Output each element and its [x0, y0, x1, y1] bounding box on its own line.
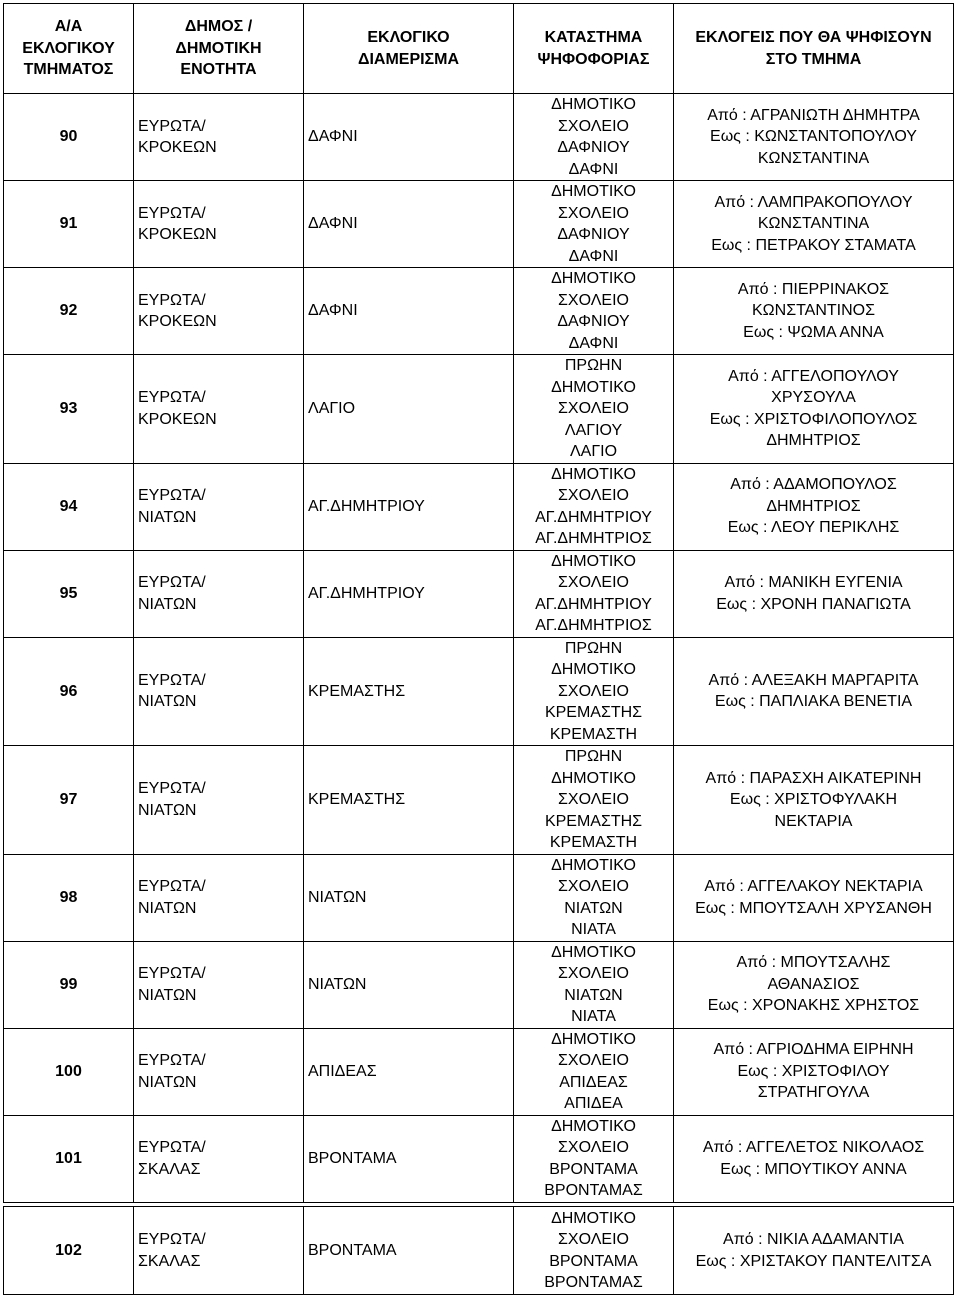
municipal-unit	[134, 941, 304, 1028]
polling-station	[514, 1207, 674, 1295]
table-row	[4, 463, 954, 550]
cell-line: ΑΠΙΔΕΑΣ	[559, 1073, 628, 1091]
cell-line: ΛΑΓΙΟΥ	[564, 421, 623, 439]
voters-range	[674, 1207, 954, 1295]
cell-line: ΔΑΦΝΙ	[568, 334, 619, 352]
cell-line: ΚΡΟΚΕΩΝ	[138, 313, 217, 330]
cell-line: ΝΙΑΤΩΝ	[138, 595, 197, 613]
header-store	[514, 4, 674, 94]
section-number: 93	[4, 355, 134, 464]
electoral-district: ΝΙΑΤΩΝ	[304, 854, 514, 941]
cell-line: ΔΑΦΝΙ	[568, 247, 619, 265]
cell-line: ΣΧΟΛΕΙΟ	[558, 965, 629, 982]
cell-line: ΕΥΡΩΤΑ/	[138, 574, 206, 591]
cell-line: ΣΧΟΛΕΙΟ	[558, 291, 629, 309]
section-number: 100	[4, 1028, 134, 1115]
polling-station	[514, 941, 674, 1028]
cell-line: ΕΝΟΤΗΤΑ	[180, 61, 257, 79]
cell-line: Από : ΑΓΡΑΝΙΩΤΗ ΔΗΜΗΤΡΑ	[707, 106, 920, 124]
voters-range	[674, 746, 954, 855]
table-row	[4, 268, 954, 355]
municipal-unit	[134, 550, 304, 637]
cell-line: ΚΡΟΚΕΩΝ	[138, 139, 217, 156]
voters-range	[674, 268, 954, 355]
section-number: 94	[4, 463, 134, 550]
section-number: 102	[4, 1207, 134, 1295]
cell-line: ΚΡΕΜΑΣΤΗ	[549, 725, 638, 743]
section-number: 101	[4, 1115, 134, 1202]
electoral-district: ΝΙΑΤΩΝ	[304, 941, 514, 1028]
cell-line: ΔΗΜΟΤΙΚΟ	[551, 661, 636, 678]
cell-line: ΔΙΑΜΕΡΙΣΜΑ	[357, 50, 460, 68]
cell-line: Από : ΑΓΓΕΛΑΚΟΥ ΝΕΚΤΑΡΙΑ	[704, 878, 923, 895]
cell-line: ΣΧΟΛΕΙΟ	[558, 204, 629, 222]
table-row	[4, 854, 954, 941]
cell-line: ΕΚΛΟΓΙΚΟ	[367, 29, 450, 46]
cell-line: ΔΗΜΟΤΙΚΗ	[175, 39, 262, 57]
municipal-unit	[134, 355, 304, 464]
cell-line: Εως : ΜΠΟΥΤΣΑΛΗ ΧΡΥΣΑΝΘΗ	[695, 899, 932, 917]
cell-line: ΚΑΤΑΣΤΗΜΑ	[544, 29, 643, 46]
electoral-district: ΑΠΙΔΕΑΣ	[304, 1028, 514, 1115]
cell-line: Από : ΑΔΑΜΟΠΟΥΛΟΣ	[730, 476, 897, 494]
cell-line: Από : ΑΛΕΞΑΚΗ ΜΑΡΓΑΡΙΤΑ	[708, 671, 919, 689]
cell-line: ΣΧΟΛΕΙΟ	[558, 878, 629, 895]
cell-line: ΔΗΜΟΤΙΚΟ	[551, 1117, 636, 1135]
section-number: 91	[4, 181, 134, 268]
cell-line: ΒΡΟΝΤΑΜΑΣ	[544, 1274, 643, 1291]
electoral-district: ΑΓ.ΔΗΜΗΤΡΙΟΥ	[304, 463, 514, 550]
voters-range	[674, 355, 954, 464]
cell-line: Εως : ΜΠΟΥΤΙΚΟΥ ΑΝΝΑ	[720, 1160, 907, 1178]
polling-station	[514, 94, 674, 181]
cell-line: ΔΗΜΟΤΙΚΟ	[551, 378, 636, 396]
cell-line: ΑΓ.ΔΗΜΗΤΡΙΟΣ	[535, 617, 652, 634]
cell-line: ΝΙΑΤΩΝ	[138, 801, 197, 819]
cell-line: ΑΓ.ΔΗΜΗΤΡΙΟΥ	[535, 508, 652, 526]
cell-line: Από : ΠΑΡΑΣΧΗ ΑΙΚΑΤΕΡΙΝΗ	[705, 769, 922, 787]
cell-line: ΕΥΡΩΤΑ/	[138, 291, 206, 309]
voters-range	[674, 1115, 954, 1202]
cell-line: ΣΧΟΛΕΙΟ	[558, 117, 629, 135]
header-unit	[134, 4, 304, 94]
cell-line: ΛΑΓΙΟ	[569, 443, 618, 460]
table-row	[4, 1207, 954, 1295]
cell-line: ΣΚΑΛΑΣ	[138, 1160, 201, 1178]
cell-line: Από : ΠΙΕΡΡΙΝΑΚΟΣ	[737, 280, 890, 298]
cell-line: ΚΩΝΣΤΑΝΤΙΝΑ	[757, 215, 870, 233]
polling-sections-table	[3, 3, 954, 1203]
electoral-district: ΔΑΦΝΙ	[304, 94, 514, 181]
cell-line: Από : ΑΓΓΕΛΕΤΟΣ ΝΙΚΟΛΑΟΣ	[702, 1139, 925, 1156]
cell-line: Εως : ΧΡΙΣΤΟΦΙΛΟΥ	[737, 1062, 890, 1080]
electoral-district: ΔΑΦΝΙ	[304, 181, 514, 268]
cell-line: ΣΧΟΛΕΙΟ	[558, 574, 629, 591]
cell-line: Εως : ΧΡΙΣΤΑΚΟΥ ΠΑΝΤΕΛΙΤΣΑ	[695, 1252, 932, 1270]
cell-line: Εως : ΠΕΤΡΑΚΟΥ ΣΤΑΜΑΤΑ	[711, 236, 916, 254]
cell-line: ΕΥΡΩΤΑ/	[138, 487, 206, 504]
municipal-unit	[134, 637, 304, 746]
cell-line: ΕΥΡΩΤΑ/	[138, 1052, 206, 1069]
cell-line: ΒΡΟΝΤΑΜΑ	[549, 1160, 638, 1178]
voters-range	[674, 854, 954, 941]
cell-line: ΔΑΦΝΙΟΥ	[557, 226, 630, 243]
section-number: 99	[4, 941, 134, 1028]
cell-line: Εως : ΧΡΙΣΤΟΦΥΛΑΚΗ	[729, 791, 898, 808]
cell-line: ΒΡΟΝΤΑΜΑΣ	[544, 1182, 643, 1199]
cell-line: ΣΤΡΑΤΗΓΟΥΛΑ	[757, 1084, 870, 1102]
polling-station	[514, 637, 674, 746]
cell-line: ΚΡΕΜΑΣΤΗΣ	[544, 812, 643, 830]
cell-line: ΣΧΟΛΕΙΟ	[558, 791, 629, 808]
municipal-unit	[134, 1028, 304, 1115]
header-voters	[674, 4, 954, 94]
municipal-unit	[134, 463, 304, 550]
header-number	[4, 4, 134, 94]
cell-line: ΔΗΜΟΤΙΚΟ	[551, 1030, 636, 1048]
cell-line: ΔΗΜΟΤΙΚΟ	[551, 465, 636, 483]
cell-line: ΚΡΕΜΑΣΤΗΣ	[544, 704, 643, 721]
table-row	[4, 746, 954, 855]
cell-line: Εως : ΧΡΙΣΤΟΦΙΛΟΠΟΥΛΟΣ	[709, 410, 918, 428]
cell-line: ΝΙΑΤΑ	[571, 1008, 616, 1025]
cell-line: Εως : ΠΑΠΛΙΑΚΑ ΒΕΝΕΤΙΑ	[714, 693, 913, 711]
cell-line: ΤΜΗΜΑΤΟΣ	[23, 61, 114, 79]
cell-line: ΕΥΡΩΤΑ/	[138, 1139, 206, 1156]
table-row	[4, 94, 954, 181]
cell-line: ΔΑΦΝΙΟΥ	[557, 139, 630, 156]
cell-line: ΠΡΩΗΝ	[564, 357, 623, 374]
table-row	[4, 941, 954, 1028]
polling-station	[514, 355, 674, 464]
municipal-unit	[134, 1207, 304, 1295]
cell-line: ΕΚΛΟΓΙΚΟΥ	[22, 39, 115, 57]
table-row	[4, 355, 954, 464]
cell-line: ΑΓ.ΔΗΜΗΤΡΙΟΥ	[535, 595, 652, 613]
municipal-unit	[134, 94, 304, 181]
cell-line: ΝΙΑΤΩΝ	[138, 508, 197, 526]
cell-line: ΔΗΜΟΤΙΚΟ	[551, 552, 636, 570]
cell-line: ΣΧΟΛΕΙΟ	[558, 1231, 629, 1248]
cell-line: ΚΡΟΚΕΩΝ	[138, 226, 217, 243]
cell-line: ΔΗΜΟΤΙΚΟ	[551, 856, 636, 874]
cell-line: ΝΕΚΤΑΡΙΑ	[774, 812, 853, 830]
section-number: 98	[4, 854, 134, 941]
polling-station	[514, 550, 674, 637]
cell-line: ΣΤΟ ΤΜΗΜΑ	[765, 50, 862, 68]
cell-line: Από : ΝΙΚΙΑ ΑΔΑΜΑΝΤΙΑ	[723, 1231, 904, 1248]
voters-range	[674, 637, 954, 746]
cell-line: Από : ΜΑΝΙΚΗ ΕΥΓΕΝΙΑ	[724, 574, 903, 591]
polling-station	[514, 181, 674, 268]
cell-line: ΔΗΜΟΤΙΚΟ	[551, 270, 636, 287]
cell-line: ΔΑΦΝΙΟΥ	[557, 313, 630, 330]
cell-line: ΝΙΑΤΩΝ	[138, 986, 197, 1004]
cell-line: Εως : ΧΡΟΝΗ ΠΑΝΑΓΙΩΤΑ	[716, 595, 911, 613]
polling-station	[514, 268, 674, 355]
cell-line: ΑΠΙΔΕΑ	[564, 1095, 623, 1112]
cell-line: Από : ΑΓΡΙΟΔΗΜΑ ΕΙΡΗΝΗ	[713, 1041, 914, 1059]
cell-line: ΕΥΡΩΤΑ/	[138, 878, 206, 895]
cell-line: ΣΚΑΛΑΣ	[138, 1252, 201, 1270]
cell-line: ΔΗΜΟΤΙΚΟ	[551, 96, 636, 113]
cell-line: ΣΧΟΛΕΙΟ	[558, 1052, 629, 1069]
polling-station	[514, 746, 674, 855]
cell-line: ΕΥΡΩΤΑ/	[138, 780, 206, 798]
cell-line: Εως : ΛΕΟΥ ΠΕΡΙΚΛΗΣ	[727, 519, 900, 537]
cell-line: ΚΡΕΜΑΣΤΗ	[549, 834, 638, 851]
cell-line: ΣΧΟΛΕΙΟ	[558, 487, 629, 504]
cell-line: ΕΥΡΩΤΑ/	[138, 117, 206, 135]
header-section	[304, 4, 514, 94]
cell-line: ΝΙΑΤΩΝ	[138, 1073, 197, 1091]
header-row	[4, 4, 954, 94]
cell-line: Από : ΑΓΓΕΛΟΠΟΥΛΟΥ	[728, 367, 899, 385]
electoral-district: ΒΡΟΝΤΑΜΑ	[304, 1115, 514, 1202]
cell-line: Εως : ΨΩΜΑ ΑΝΝΑ	[743, 323, 884, 341]
cell-line: ΝΙΑΤΩΝ	[138, 899, 197, 917]
section-number: 92	[4, 268, 134, 355]
cell-line: ΔΗΜΟΤΙΚΟ	[551, 183, 636, 200]
cell-line: ΔΗΜΟΣ /	[184, 18, 253, 36]
cell-line: ΑΘΑΝΑΣΙΟΣ	[767, 975, 860, 993]
polling-station	[514, 1028, 674, 1115]
cell-line: ΝΙΑΤΩΝ	[564, 899, 623, 917]
section-number: 96	[4, 637, 134, 746]
cell-line: ΣΧΟΛΕΙΟ	[558, 682, 629, 700]
municipal-unit	[134, 1115, 304, 1202]
municipal-unit	[134, 746, 304, 855]
cell-line: ΝΙΑΤΩΝ	[564, 986, 623, 1004]
cell-line: ΚΡΟΚΕΩΝ	[138, 410, 217, 428]
table-body	[4, 94, 954, 1203]
municipal-unit	[134, 854, 304, 941]
table-row	[4, 1028, 954, 1115]
cell-line: ΔΑΦΝΙ	[568, 160, 619, 178]
section-number: 95	[4, 550, 134, 637]
cell-line: ΔΗΜΟΤΙΚΟ	[551, 943, 636, 961]
table-row	[4, 181, 954, 268]
cell-line: ΕΥΡΩΤΑ/	[138, 1231, 206, 1248]
cell-line: Από : ΛΑΜΠΡΑΚΟΠΟΥΛΟΥ	[714, 193, 913, 211]
electoral-district: ΚΡΕΜΑΣΤΗΣ	[304, 637, 514, 746]
cell-line: ΔΗΜΟΤΙΚΟ	[551, 1209, 636, 1227]
cell-line: ΝΙΑΤΑ	[571, 921, 616, 938]
cell-line: ΕΥΡΩΤΑ/	[138, 671, 206, 689]
section-number: 97	[4, 746, 134, 855]
cell-line: ΕΥΡΩΤΑ/	[138, 204, 206, 222]
cell-line: Εως : ΧΡΟΝΑΚΗΣ ΧΡΗΣΤΟΣ	[707, 997, 920, 1015]
voters-range	[674, 181, 954, 268]
cell-line: ΔΗΜΗΤΡΙΟΣ	[766, 432, 861, 450]
cell-line: ΔΗΜΟΤΙΚΟ	[551, 769, 636, 787]
electoral-district: ΑΓ.ΔΗΜΗΤΡΙΟΥ	[304, 550, 514, 637]
voters-range	[674, 550, 954, 637]
polling-station	[514, 854, 674, 941]
electoral-district: ΛΑΓΙΟ	[304, 355, 514, 464]
table-row	[4, 550, 954, 637]
voters-range	[674, 1028, 954, 1115]
cell-line: Α/Α	[54, 18, 83, 36]
cell-line: Εως : ΚΩΝΣΤΑΝΤΟΠΟΥΛΟΥ	[710, 128, 917, 146]
cell-line: ΚΩΝΣΤΑΝΤΙΝΑ	[757, 149, 870, 167]
cell-line: ΕΚΛΟΓΕΙΣ ΠΟΥ ΘΑ ΨΗΦΙΣΟΥΝ	[695, 29, 932, 46]
cell-line: ΣΧΟΛΕΙΟ	[558, 1139, 629, 1156]
polling-station	[514, 463, 674, 550]
voters-range	[674, 941, 954, 1028]
cell-line: ΑΓ.ΔΗΜΗΤΡΙΟΣ	[535, 530, 652, 547]
cell-line: ΚΩΝΣΤΑΝΤΙΝΟΣ	[752, 302, 875, 320]
cell-line: ΧΡΥΣΟΥΛΑ	[771, 389, 856, 407]
municipal-unit	[134, 181, 304, 268]
voters-range	[674, 463, 954, 550]
table-body-continued	[4, 1207, 954, 1295]
cell-line: ΒΡΟΝΤΑΜΑ	[549, 1252, 638, 1270]
municipal-unit	[134, 268, 304, 355]
cell-line: ΠΡΩΗΝ	[564, 639, 623, 657]
cell-line: ΕΥΡΩΤΑ/	[138, 389, 206, 407]
section-number: 90	[4, 94, 134, 181]
cell-line: ΨΗΦΟΦΟΡΙΑΣ	[537, 50, 650, 68]
cell-line: ΣΧΟΛΕΙΟ	[558, 400, 629, 417]
cell-line: ΔΗΜΗΤΡΙΟΣ	[766, 497, 861, 515]
table-row	[4, 637, 954, 746]
table-row	[4, 1115, 954, 1202]
polling-station	[514, 1115, 674, 1202]
polling-sections-table-continued	[3, 1206, 954, 1295]
cell-line: ΕΥΡΩΤΑ/	[138, 965, 206, 982]
electoral-district: ΚΡΕΜΑΣΤΗΣ	[304, 746, 514, 855]
electoral-district: ΒΡΟΝΤΑΜΑ	[304, 1207, 514, 1295]
cell-line: ΝΙΑΤΩΝ	[138, 693, 197, 711]
electoral-district: ΔΑΦΝΙ	[304, 268, 514, 355]
voters-range	[674, 94, 954, 181]
cell-line: ΠΡΩΗΝ	[564, 748, 623, 765]
cell-line: Από : ΜΠΟΥΤΣΑΛΗΣ	[736, 954, 891, 972]
